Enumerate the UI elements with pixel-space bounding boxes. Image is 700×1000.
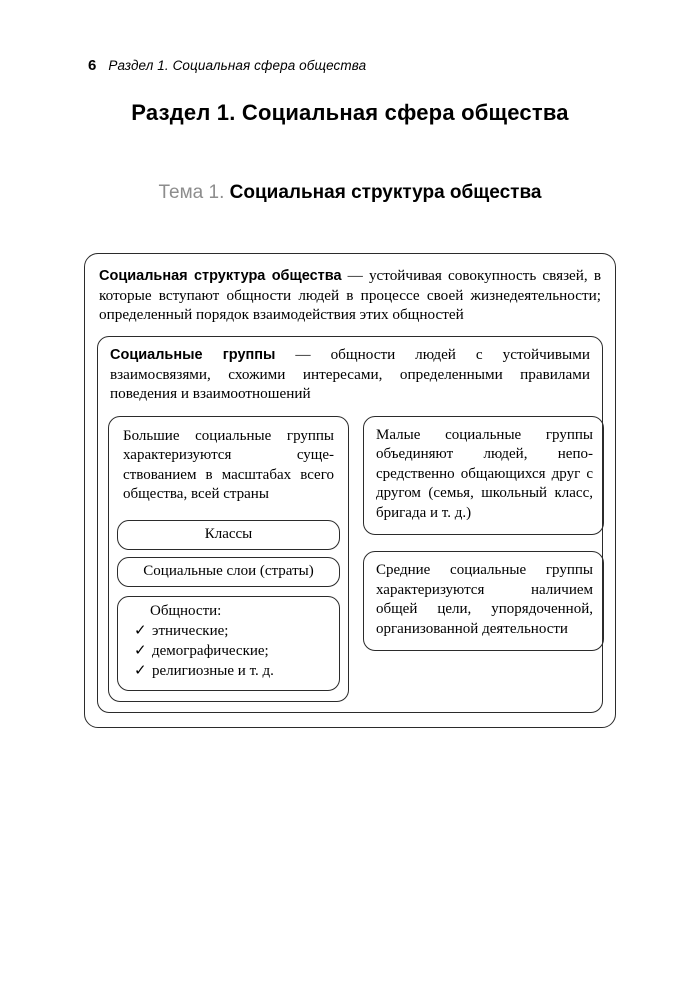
small-groups-box <box>363 416 604 536</box>
small-groups-text: Малые социальные группы объединяют людей, непосредственно общающихся друг с другом (семья, школьный класс, бригада и т. д.) <box>376 426 593 521</box>
social-groups-box <box>97 336 603 713</box>
check-icon: ✓ <box>134 662 147 679</box>
big-groups-item-strata: Социальные слои (страты) <box>117 557 340 587</box>
list-item <box>132 622 329 642</box>
social-groups-definition <box>108 345 592 405</box>
check-icon: ✓ <box>134 622 147 639</box>
check-icon: ✓ <box>134 642 147 659</box>
big-groups-text: Большие социальные группы характеризуются существованием в масштабах всего общества, всей страны <box>123 427 334 503</box>
theme-label: Тема 1. <box>158 182 225 203</box>
communities-box <box>117 596 340 691</box>
medium-groups-text: Средние социальные группы характеризуются наличием общей цели, упорядоченной, организованной деятельности <box>376 562 593 637</box>
communities-title: Общности: <box>150 602 222 619</box>
theme-name: Социальная структура общества <box>229 182 542 203</box>
communities-bullet-1: этнические; <box>152 622 229 639</box>
big-groups-item-classes: Классы <box>117 520 340 550</box>
communities-list <box>132 622 329 681</box>
diagram-outer-box <box>84 253 616 728</box>
list-item <box>132 662 329 682</box>
page-title: Раздел 1. Социальная сфера общества <box>131 100 569 125</box>
list-item <box>132 642 329 662</box>
running-head-title: Раздел 1. Социальная сфера общества <box>108 57 367 73</box>
big-groups-box <box>108 416 349 702</box>
root-definition-text: — устойчивая совокупность связей, в которые вступают общности людей в процессе своей жизнедеятельности; определенный порядок взаимодействия этих общностей <box>99 267 601 323</box>
groups-columns <box>108 416 592 702</box>
page-number: 6 <box>88 57 97 74</box>
communities-bullet-2: демографические; <box>152 642 269 659</box>
root-definition <box>97 266 603 334</box>
medium-groups-box <box>363 551 604 651</box>
theme-title <box>0 182 700 204</box>
social-groups-term: Социальные группы <box>110 347 276 364</box>
root-term: Социальная структура общества <box>99 268 342 284</box>
communities-bullet-3: религиозные и т. д. <box>152 662 274 679</box>
running-head <box>88 58 366 73</box>
social-groups-definition-text: — общности людей с устойчивыми взаимосвязями, схожими интересами, определенными правилами поведения и взаимоотношений <box>110 346 591 403</box>
right-column <box>363 416 604 652</box>
